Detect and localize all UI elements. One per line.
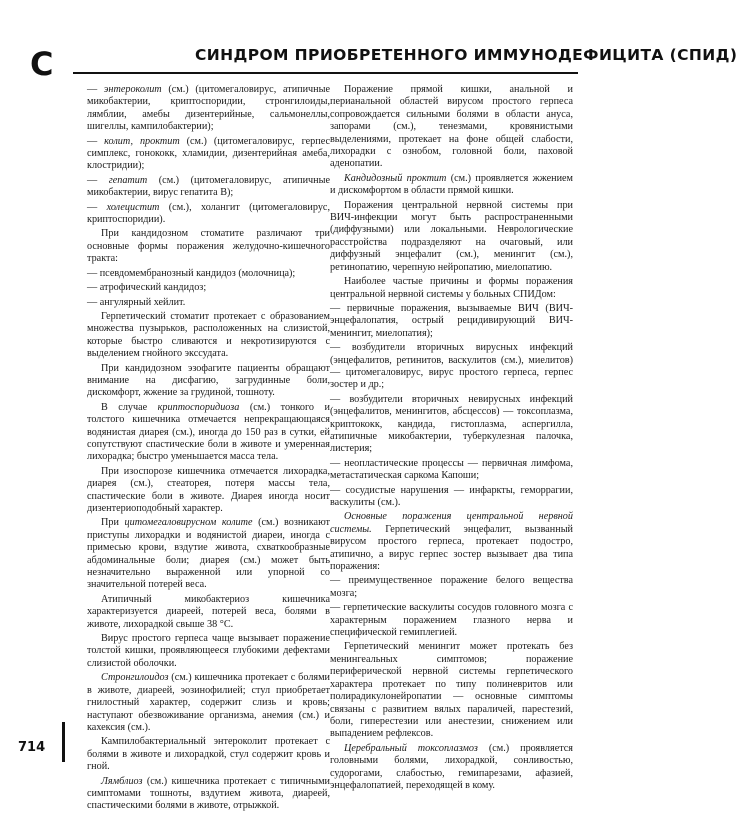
term: цитомегаловирусном колите: [124, 517, 253, 529]
paragraph: — атрофический кандидоз;: [87, 282, 207, 294]
term: Основные поражения центральной нервной системы.: [330, 511, 573, 535]
paragraph: Лямблиоз (см.) кишечника протекает с типичными симптомами тошноты, вздутием живота, диареей, спастическими болями в животе, отрыжкой.: [87, 775, 330, 812]
paragraph: Церебральный токсоплазмоз (см.) проявляется головными болями, лихорадкой, сонливостью, судорогами, слабостью, гемипарезами, афазией, энцефалопатией, переходящей в кому.: [330, 742, 573, 791]
term: холецистит: [106, 201, 160, 213]
paragraph: — холецистит (см.), холангит (цитомегаловирус, криптоспоридии).: [87, 201, 330, 226]
paragraph: Герпетический стоматит протекает с образованием множества пузырьков, расположенных на слизистой, которые быстро сливаются и некротизируются с выделением гнойного экссудата.: [87, 310, 330, 360]
paragraph: При цитомегаловирусном колите (см.) возникают приступы лихорадки и водянистой диареи, иногда с примесью крови, вздутие живота, схваткообразные абдоминальные боли; диарея (см.) может быть незначительно выраженной или упорной со значительной потерей веса.: [87, 517, 331, 591]
paragraph: Поражение прямой кишки, анальной и перианальной областей вирусом простого герпеса сопровождается сильными болями в области ануса, запорами (см.), тенезмами, кровянистыми выделениями, протекает на фоне общей слабости, лихорадки с ознобом, головной боли, паховой аденопатии.: [330, 84, 573, 170]
paragraph: — неопластические процессы — первичная лимфома, метастатическая саркома Капоши;: [330, 457, 573, 482]
page-number: 714: [18, 740, 46, 755]
paragraph: — колит, проктит (см.) (цитомегаловирус, герпес симплекс, гонококк, хламидии, дизентерийная амеба, клостридии);: [87, 135, 331, 172]
paragraph: — энтероколит (см.) (цитомегаловирус, атипичные микобактерии, криптоспоридии, стронгилоиды, лямблии, амебы дизентерийные, сальмонеллы, шигеллы, кампилобактерии);: [87, 84, 330, 133]
paragraph: Основные поражения центральной нервной системы. Герпетический энцефалит, вызванный вирусом простого герпеса, протекает подостро, атипично, а вирус герпес зостер вызывает два типа поражения:: [330, 511, 573, 573]
paragraph: Наиболее частые причины и формы поражения центральной нервной системы у больных СПИДом:: [330, 276, 573, 300]
paragraph: Герпетический менингит может протекать без менингеальных симптомов; поражение периферической нервной системы герпетического характера протекает по типу полиневритов или полирадикулонейропатии — основные симптомы связаны с развитием вялых параличей, парестезий, боли, гиперестезии или анестезии, снижением или выпадением рефлексов.: [330, 641, 573, 740]
page-title: СИНДРОМ ПРИОБРЕТЕННОГО ИММУНОДЕФИЦИТА (СПИД): [195, 46, 737, 64]
paragraph: — псевдомембранозный кандидоз (молочница);: [87, 267, 296, 279]
right-column: [330, 84, 573, 794]
paragraph: — возбудители вторичных невирусных инфекций (энцефалитов, менингитов, абсцессов) — токсоплазма, криптококк, кандида, гистоплазма, аспергилла, атипичные микобактерии, туберкулезная палочка, листерия;: [330, 393, 573, 455]
paragraph: Стронгилоидоз (см.) кишечника протекает с болями в животе, диареей, эозинофилией; стул приобретает гнилостный характер, содержит слизь и кровь; наступают обезвоживание организма, анемия (см.) и кахексия (см.).: [87, 672, 330, 733]
term: энтероколит: [103, 84, 162, 95]
header-rule: [73, 72, 578, 74]
paragraph: — первичные поражения, вызываемые ВИЧ (ВИЧ-энцефалопатия, острый рецидивирующий ВИЧ-менингит, миелопатия);: [330, 302, 573, 339]
term: криптоспоридиоза: [157, 401, 240, 413]
section-letter: С: [30, 45, 54, 83]
term: гепатит: [108, 174, 148, 186]
left-column: [87, 84, 330, 815]
paragraph: — гепатит (см.) (цитомегаловирус, атипичные микобактерии, вирус гепатита В);: [87, 174, 330, 199]
paragraph: В случае криптоспоридиоза (см.) тонкого и толстого кишечника отмечается непрекращающаяся водянистая диарея (см.), иногда до 150 раз в сутки, ей сопутствуют спастические боли в животе и умеренная лихорадка; быстро уменьшается масса тела.: [87, 401, 330, 463]
paragraph: При кандидозном эзофагите пациенты обращают внимание на дисфагию, загрудинные боли, дискомфорт, жжение за грудиной, тошноту.: [87, 362, 330, 399]
term: Кандидозный проктит: [344, 172, 447, 184]
term: Лямблиоз: [101, 775, 143, 787]
paragraph: При кандидозном стоматите различают три основные формы поражения желудочно-кишечного тракта:: [87, 228, 330, 265]
paragraph: — возбудители вторичных вирусных инфекций (энцефалитов, ретинитов, васкулитов (см.), миелитов) — цитомегаловирус, вирус простого герпеса, герпес зостер и др.;: [330, 342, 573, 391]
paragraph: Атипичный микобактериоз кишечника характеризуется диареей, потерей веса, болями в животе, лихорадкой свыше 38 °С.: [87, 593, 330, 630]
paragraph: Поражения центральной нервной системы при ВИЧ-инфекции могут быть распространенными (диффузными) или локальными. Неврологические расстройства подразделяют на очаговый, или диффузный энцефалит (см.), менингит (см.), ретинопатию, черепную нейропатию, миелопатию.: [330, 199, 573, 273]
paragraph: При изоспорозе кишечника отмечается лихорадка, диарея (см.), стеаторея, потеря массы тела, спастические боли в животе. Диарея иногда носит дизентериоподобный характер.: [87, 465, 330, 514]
paragraph: — ангулярный хейлит.: [87, 296, 186, 308]
paragraph: — сосудистые нарушения — инфаркты, геморрагии, васкулиты (см.).: [330, 484, 573, 508]
page-number-bar: [62, 722, 65, 762]
term: колит, проктит: [104, 135, 180, 147]
paragraph: — преимущественное поражение белого вещества мозга;: [330, 575, 573, 599]
paragraph: Кампилобактериальный энтероколит протекает с болями в животе и лихорадкой, стул содержит кровь и гной.: [87, 736, 330, 773]
paragraph: Вирус простого герпеса чаще вызывает поражение толстой кишки, проявляющееся глубокими дефектами слизистой оболочки.: [87, 633, 330, 669]
term: Церебральный токсоплазмоз: [344, 742, 478, 754]
paragraph: — герпетические васкулиты сосудов головного мозга с характерным поражением глазного нерва и специфической гемиплегией.: [330, 602, 573, 639]
term: Стронгилоидоз: [101, 672, 169, 684]
paragraph: Кандидозный проктит (см.) проявляется жжением и дискомфортом в области прямой кишки.: [330, 172, 574, 197]
